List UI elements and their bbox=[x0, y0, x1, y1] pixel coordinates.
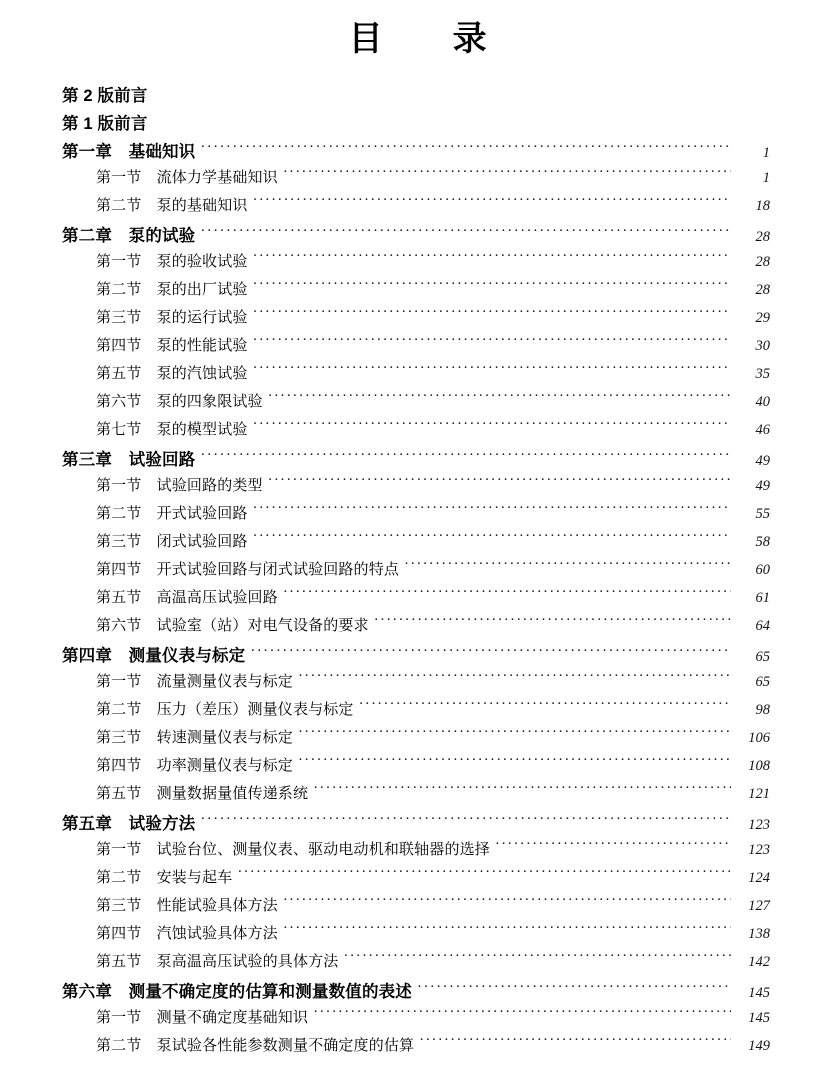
toc-page-number: 40 bbox=[755, 394, 770, 410]
toc-page-number: 49 bbox=[755, 453, 770, 469]
toc-entry-section[interactable] bbox=[0, 250, 836, 278]
toc-entry-preface[interactable] bbox=[0, 110, 836, 138]
dot-leader bbox=[298, 754, 731, 770]
toc-entry-label: 第三节 转速测量仪表与标定 bbox=[96, 730, 293, 746]
toc-page-number: 29 bbox=[755, 310, 770, 326]
dot-leader bbox=[200, 225, 731, 241]
toc-page-number: 145 bbox=[748, 1010, 770, 1026]
toc-page-number: 46 bbox=[755, 422, 770, 438]
dot-leader bbox=[283, 922, 731, 938]
dot-leader bbox=[495, 838, 731, 854]
dot-leader bbox=[253, 306, 731, 322]
dot-leader bbox=[253, 194, 731, 210]
toc-entry-label: 第五节 测量数据量值传递系统 bbox=[96, 786, 309, 802]
dot-leader bbox=[253, 530, 731, 546]
toc-entry-label: 第五节 高温高压试验回路 bbox=[96, 590, 278, 606]
toc-entry-label: 第三章 试验回路 bbox=[62, 451, 196, 469]
toc-page-number: 124 bbox=[748, 870, 770, 886]
toc-entry-label: 第二章 泵的试验 bbox=[62, 227, 196, 245]
toc-entry-section[interactable] bbox=[0, 698, 836, 726]
dot-leader bbox=[313, 782, 731, 798]
toc-entry-label: 第二节 泵试验各性能参数测量不确定度的估算 bbox=[96, 1038, 415, 1054]
dot-leader bbox=[298, 726, 731, 742]
dot-leader bbox=[417, 981, 731, 997]
page-title: 目 录 bbox=[348, 20, 488, 58]
toc-entry-section[interactable] bbox=[0, 390, 836, 418]
toc-page-number: 55 bbox=[755, 506, 770, 522]
toc-entry-label: 第六节 试验室（站）对电气设备的要求 bbox=[96, 618, 369, 634]
dot-leader bbox=[200, 449, 731, 465]
toc-entry-label: 第三节 泵的运行试验 bbox=[96, 310, 248, 326]
dot-leader bbox=[359, 698, 731, 714]
toc-page-number: 106 bbox=[748, 730, 770, 746]
toc-page-number: 28 bbox=[755, 229, 770, 245]
toc-page-number: 30 bbox=[755, 338, 770, 354]
toc-page-number: 64 bbox=[755, 618, 770, 634]
toc-page-number: 28 bbox=[755, 282, 770, 298]
toc-entry-section[interactable] bbox=[0, 530, 836, 558]
toc-entry-label: 第一节 流体力学基础知识 bbox=[96, 170, 278, 186]
toc-page-number: 127 bbox=[748, 898, 770, 914]
toc-page-number: 60 bbox=[755, 562, 770, 578]
dot-leader bbox=[343, 950, 731, 966]
toc-entry-section[interactable] bbox=[0, 866, 836, 894]
toc-entry-label: 第一节 测量不确定度基础知识 bbox=[96, 1010, 309, 1026]
toc-page-number: 28 bbox=[755, 254, 770, 270]
toc-entry-label: 第二节 压力（差压）测量仪表与标定 bbox=[96, 702, 354, 718]
toc-entry-label: 第二节 泵的出厂试验 bbox=[96, 282, 248, 298]
toc-entry-label: 第二节 安装与起车 bbox=[96, 870, 233, 886]
dot-leader bbox=[419, 1034, 731, 1050]
toc-entry-section[interactable] bbox=[0, 754, 836, 782]
toc-entry-section[interactable] bbox=[0, 950, 836, 978]
toc-entry-label: 第一节 试验台位、测量仪表、驱动电动机和联轴器的选择 bbox=[96, 842, 490, 858]
toc-entry-chapter[interactable] bbox=[0, 642, 836, 670]
dot-leader bbox=[253, 334, 731, 350]
toc-entry-list bbox=[0, 82, 836, 1062]
dot-leader bbox=[200, 813, 731, 829]
toc-entry-section[interactable] bbox=[0, 670, 836, 698]
toc-entry-section[interactable] bbox=[0, 194, 836, 222]
toc-entry-section[interactable] bbox=[0, 1006, 836, 1034]
toc-entry-chapter[interactable] bbox=[0, 222, 836, 250]
toc-entry-section[interactable] bbox=[0, 894, 836, 922]
toc-page-number: 18 bbox=[755, 198, 770, 214]
toc-page-number: 121 bbox=[748, 786, 770, 802]
toc-entry-section[interactable] bbox=[0, 362, 836, 390]
toc-entry-section[interactable] bbox=[0, 278, 836, 306]
toc-page-number: 49 bbox=[755, 478, 770, 494]
toc-page-number: 1 bbox=[762, 145, 770, 161]
toc-entry-label: 第七节 泵的模型试验 bbox=[96, 422, 248, 438]
dot-leader bbox=[253, 418, 731, 434]
dot-leader bbox=[283, 166, 731, 182]
dot-leader bbox=[253, 250, 731, 266]
dot-leader bbox=[200, 141, 731, 157]
toc-entry-label: 第 2 版前言 bbox=[62, 87, 148, 105]
toc-entry-section[interactable] bbox=[0, 418, 836, 446]
dot-leader bbox=[298, 670, 731, 686]
toc-entry-section[interactable] bbox=[0, 838, 836, 866]
toc-entry-section[interactable] bbox=[0, 334, 836, 362]
toc-entry-chapter[interactable] bbox=[0, 446, 836, 474]
toc-entry-label: 第四章 测量仪表与标定 bbox=[62, 647, 246, 665]
toc-entry-label: 第一节 试验回路的类型 bbox=[96, 478, 263, 494]
dot-leader bbox=[313, 1006, 731, 1022]
dot-leader bbox=[250, 645, 731, 661]
toc-page-number: 123 bbox=[748, 842, 770, 858]
dot-leader bbox=[374, 614, 731, 630]
toc-page-number: 58 bbox=[755, 534, 770, 550]
toc-entry-label: 第一章 基础知识 bbox=[62, 143, 196, 161]
toc-entry-label: 第一节 泵的验收试验 bbox=[96, 254, 248, 270]
toc-entry-section[interactable] bbox=[0, 586, 836, 614]
toc-page-number: 145 bbox=[748, 985, 770, 1001]
toc-page-number: 65 bbox=[755, 674, 770, 690]
dot-leader bbox=[253, 278, 731, 294]
toc-page-number: 61 bbox=[755, 590, 770, 606]
toc-entry-label: 第六节 泵的四象限试验 bbox=[96, 394, 263, 410]
toc-page-number: 142 bbox=[748, 954, 770, 970]
toc-entry-section[interactable] bbox=[0, 726, 836, 754]
dot-leader bbox=[283, 586, 731, 602]
dot-leader bbox=[237, 866, 731, 882]
toc-entry-label: 第五节 泵高温高压试验的具体方法 bbox=[96, 954, 339, 970]
toc-entry-chapter[interactable] bbox=[0, 138, 836, 166]
toc-entry-label: 第 1 版前言 bbox=[62, 115, 148, 133]
dot-leader bbox=[268, 390, 731, 406]
toc-page-number: 108 bbox=[748, 758, 770, 774]
dot-leader bbox=[283, 894, 731, 910]
toc-entry-chapter[interactable] bbox=[0, 978, 836, 1006]
dot-leader bbox=[268, 474, 731, 490]
toc-entry-label: 第二节 开式试验回路 bbox=[96, 506, 248, 522]
toc-entry-section[interactable] bbox=[0, 782, 836, 810]
toc-entry-section[interactable] bbox=[0, 558, 836, 586]
toc-page-number: 138 bbox=[748, 926, 770, 942]
toc-page-number: 65 bbox=[755, 649, 770, 665]
toc-page-number: 35 bbox=[755, 366, 770, 382]
toc-page-number: 1 bbox=[762, 170, 770, 186]
toc-entry-label: 第五章 试验方法 bbox=[62, 815, 196, 833]
toc-entry-section[interactable] bbox=[0, 474, 836, 502]
toc-entry-label: 第二节 泵的基础知识 bbox=[96, 198, 248, 214]
dot-leader bbox=[253, 502, 731, 518]
toc-entry-preface[interactable] bbox=[0, 82, 836, 110]
toc-entry-section[interactable] bbox=[0, 502, 836, 530]
toc-entry-label: 第三节 性能试验具体方法 bbox=[96, 898, 278, 914]
toc-page-number: 149 bbox=[748, 1038, 770, 1054]
toc-entry-label: 第一节 流量测量仪表与标定 bbox=[96, 674, 293, 690]
toc-entry-section[interactable] bbox=[0, 922, 836, 950]
toc-entry-section[interactable] bbox=[0, 306, 836, 334]
toc-entry-label: 第四节 功率测量仪表与标定 bbox=[96, 758, 293, 774]
toc-page-number: 98 bbox=[755, 702, 770, 718]
toc-entry-section[interactable] bbox=[0, 166, 836, 194]
toc-entry-section[interactable] bbox=[0, 614, 836, 642]
dot-leader bbox=[404, 558, 731, 574]
toc-page-number: 123 bbox=[748, 817, 770, 833]
toc-entry-section[interactable] bbox=[0, 1034, 836, 1062]
toc-entry-label: 第五节 泵的汽蚀试验 bbox=[96, 366, 248, 382]
toc-entry-label: 第三节 闭式试验回路 bbox=[96, 534, 248, 550]
toc-entry-chapter[interactable] bbox=[0, 810, 836, 838]
toc-entry-label: 第四节 开式试验回路与闭式试验回路的特点 bbox=[96, 562, 400, 578]
toc-entry-label: 第四节 汽蚀试验具体方法 bbox=[96, 926, 278, 942]
dot-leader bbox=[253, 362, 731, 378]
toc-entry-label: 第四节 泵的性能试验 bbox=[96, 338, 248, 354]
toc-entry-label: 第六章 测量不确定度的估算和测量数值的表述 bbox=[62, 983, 412, 1001]
